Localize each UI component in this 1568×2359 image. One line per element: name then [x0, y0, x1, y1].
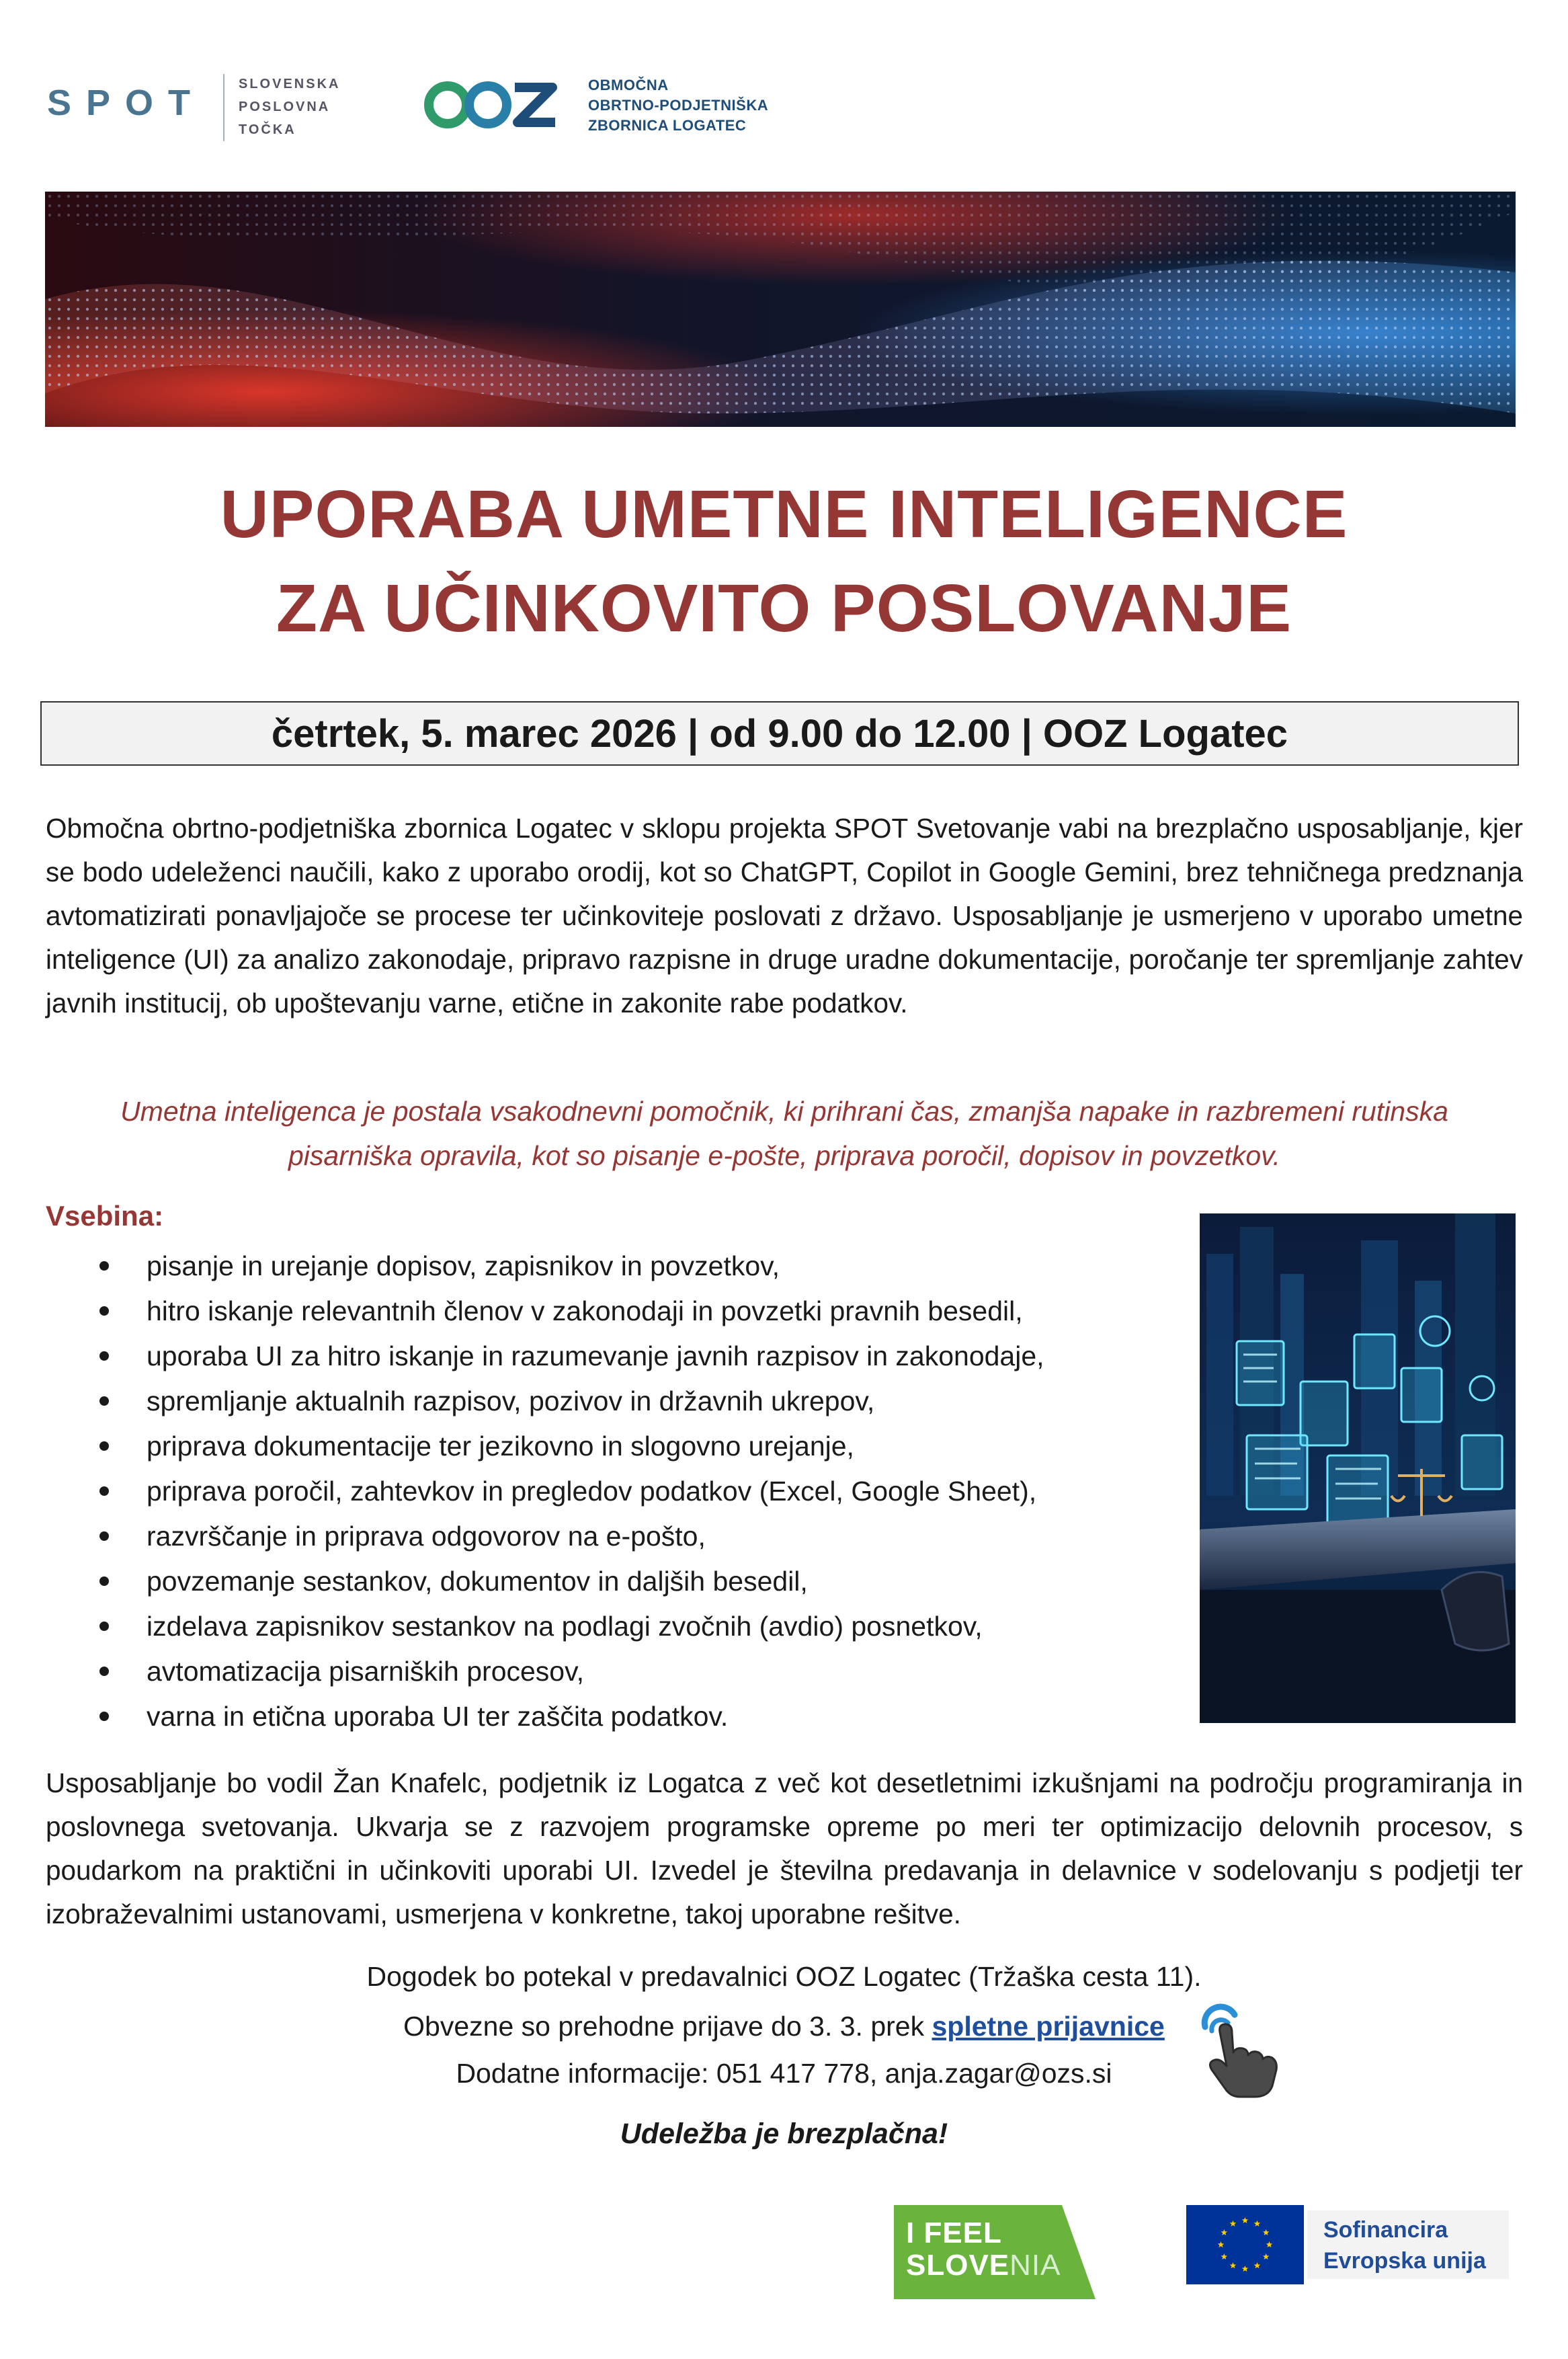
- eu-logo-line1: Sofinancira: [1323, 2217, 1448, 2243]
- quote-line2: pisarniška opravila, kot so pisanje e-pošte, priprava poročil, dopisov in povzetkov.: [288, 1140, 1280, 1171]
- content-heading: Vsebina:: [46, 1200, 164, 1232]
- quote-line1: Umetna inteligenca je postala vsakodnevni pomočnik, ki prihrani čas, zmanjša napake in razbremeni rutinska: [120, 1096, 1448, 1127]
- list-item: priprava poročil, zahtevkov in pregledov podatkov (Excel, Google Sheet),: [46, 1469, 1175, 1514]
- title-line2: ZA UČINKOVITO POSLOVANJE: [276, 571, 1292, 646]
- date-box: [40, 701, 1519, 766]
- list-item: razvrščanje in priprava odgovorov na e-pošto,: [46, 1514, 1175, 1559]
- list-item: hitro iskanje relevantnih členov v zakonodaji in povzetki pravnih besedil,: [46, 1289, 1175, 1334]
- list-item: avtomatizacija pisarniških procesov,: [46, 1649, 1175, 1694]
- ooz-logo-line3: ZBORNICA LOGATEC: [588, 117, 747, 134]
- page-title: [0, 467, 1568, 655]
- ooz-logo-text: [588, 75, 768, 136]
- registration-prefix: Obvezne so prehodne prijave do 3. 3. prek: [403, 2011, 932, 2042]
- title-line1: UPORABA UMETNE INTELIGENCE: [220, 477, 1348, 552]
- list-item: varna in etična uporaba UI ter zaščita podatkov.: [46, 1694, 1175, 1739]
- banner-image: [45, 192, 1516, 427]
- list-item: spremljanje aktualnih razpisov, pozivov in državnih ukrepov,: [46, 1379, 1175, 1424]
- eu-cofinanced-logo: [1186, 2205, 1509, 2284]
- spot-divider: [223, 74, 224, 141]
- ooz-logo: [423, 74, 800, 138]
- registration-link[interactable]: spletne prijavnice: [932, 2011, 1165, 2042]
- spot-logo: [47, 67, 343, 145]
- ooz-logo-mark: [423, 77, 558, 133]
- office-ai-image: [1200, 1213, 1516, 1723]
- list-item: povzemanje sestankov, dokumentov in daljših besedil,: [46, 1559, 1175, 1604]
- registration-line: [0, 2006, 1568, 2046]
- spot-wordmark: SPOT: [47, 83, 206, 123]
- list-item: izdelava zapisnikov sestankov na podlagi zvočnih (avdio) posnetkov,: [46, 1604, 1175, 1649]
- pointing-hand-icon[interactable]: [1193, 2000, 1294, 2101]
- trainer-paragraph: Usposabljanje bo vodil Žan Knafelc, podjetnik iz Logatca z več kot desetletnimi izkušnjami na področju programiranja in poslovnega svetovanja. Ukvarja se z razvojem programske opreme po meri ter optimizacijo delovnih procesov, s poudarkom na praktični in učinkoviti uporabi UI. Izvedel je številna predavanja in delavnice v sodelovanju s podjetji ter izobraževalnimi ustanovami, usmerjena v konkretne, takoj uporabne rešitve.: [46, 1767, 1523, 1929]
- eu-flag-icon: [1186, 2205, 1304, 2284]
- eu-logo-text: [1307, 2210, 1509, 2279]
- slovenia-logo-text: [906, 2217, 1061, 2282]
- i-feel-slovenia-logo: [894, 2205, 1096, 2299]
- spot-logo-text: [239, 73, 340, 141]
- eu-logo-line2: Evropska unija: [1323, 2248, 1486, 2274]
- intro-paragraph: Območna obrtno-podjetniška zbornica Logatec v sklopu projekta SPOT Svetovanje vabi na brezplačno usposabljanje, kjer se bodo udeleženci naučili, kako z uporabo orodij, kot so ChatGPT, Copilot in Google Gemini, brez tehničnega predznanja avtomatizirati ponavljajoče se procese ter učinkoviteje poslovati z državo. Usposabljanje je usmerjeno v uporabo umetne inteligence (UI) za analizo zakonodaje, pripravo razpisne in druge uradne dokumentacije, poročanje ter spremljanje zahtev javnih institucij, ob upoštevanju varne, etične in zakonite rabe podatkov.: [46, 813, 1523, 1018]
- slovenia-logo-line2: [906, 2249, 1061, 2282]
- date-text: četrtek, 5. marec 2026 | od 9.00 do 12.00 | OOZ Logatec: [271, 711, 1288, 756]
- list-item: uporaba UI za hitro iskanje in razumevanje javnih razpisov in zakonodaje,: [46, 1334, 1175, 1379]
- quote: [46, 1089, 1523, 1178]
- list-item: priprava dokumentacije ter jezikovno in slogovno urejanje,: [46, 1424, 1175, 1469]
- list-item: pisanje in urejanje dopisov, zapisnikov in povzetkov,: [46, 1244, 1175, 1289]
- spot-logo-line3: TOČKA: [239, 122, 296, 137]
- ooz-logo-line1: OBMOČNA: [588, 77, 669, 93]
- slovenia-logo-line2b: NIA: [1009, 2249, 1061, 2282]
- contact-line: Dodatne informacije: 051 417 778, anja.zagar@ozs.si: [456, 2058, 1112, 2089]
- spot-logo-line1: SLOVENSKA: [239, 77, 341, 91]
- free-participation-line: Udeležba je brezplačna!: [620, 2118, 948, 2150]
- ooz-logo-line2: OBRTNO-PODJETNIŠKA: [588, 97, 769, 114]
- content-list: [46, 1244, 1175, 1739]
- location-line: Dogodek bo potekal v predavalnici OOZ Logatec (Tržaška cesta 11).: [366, 1961, 1202, 1992]
- slovenia-logo-line1: I FEEL: [906, 2216, 1002, 2249]
- spot-logo-line2: POSLOVNA: [239, 99, 331, 114]
- slovenia-logo-line2a: SLOVE: [906, 2249, 1010, 2282]
